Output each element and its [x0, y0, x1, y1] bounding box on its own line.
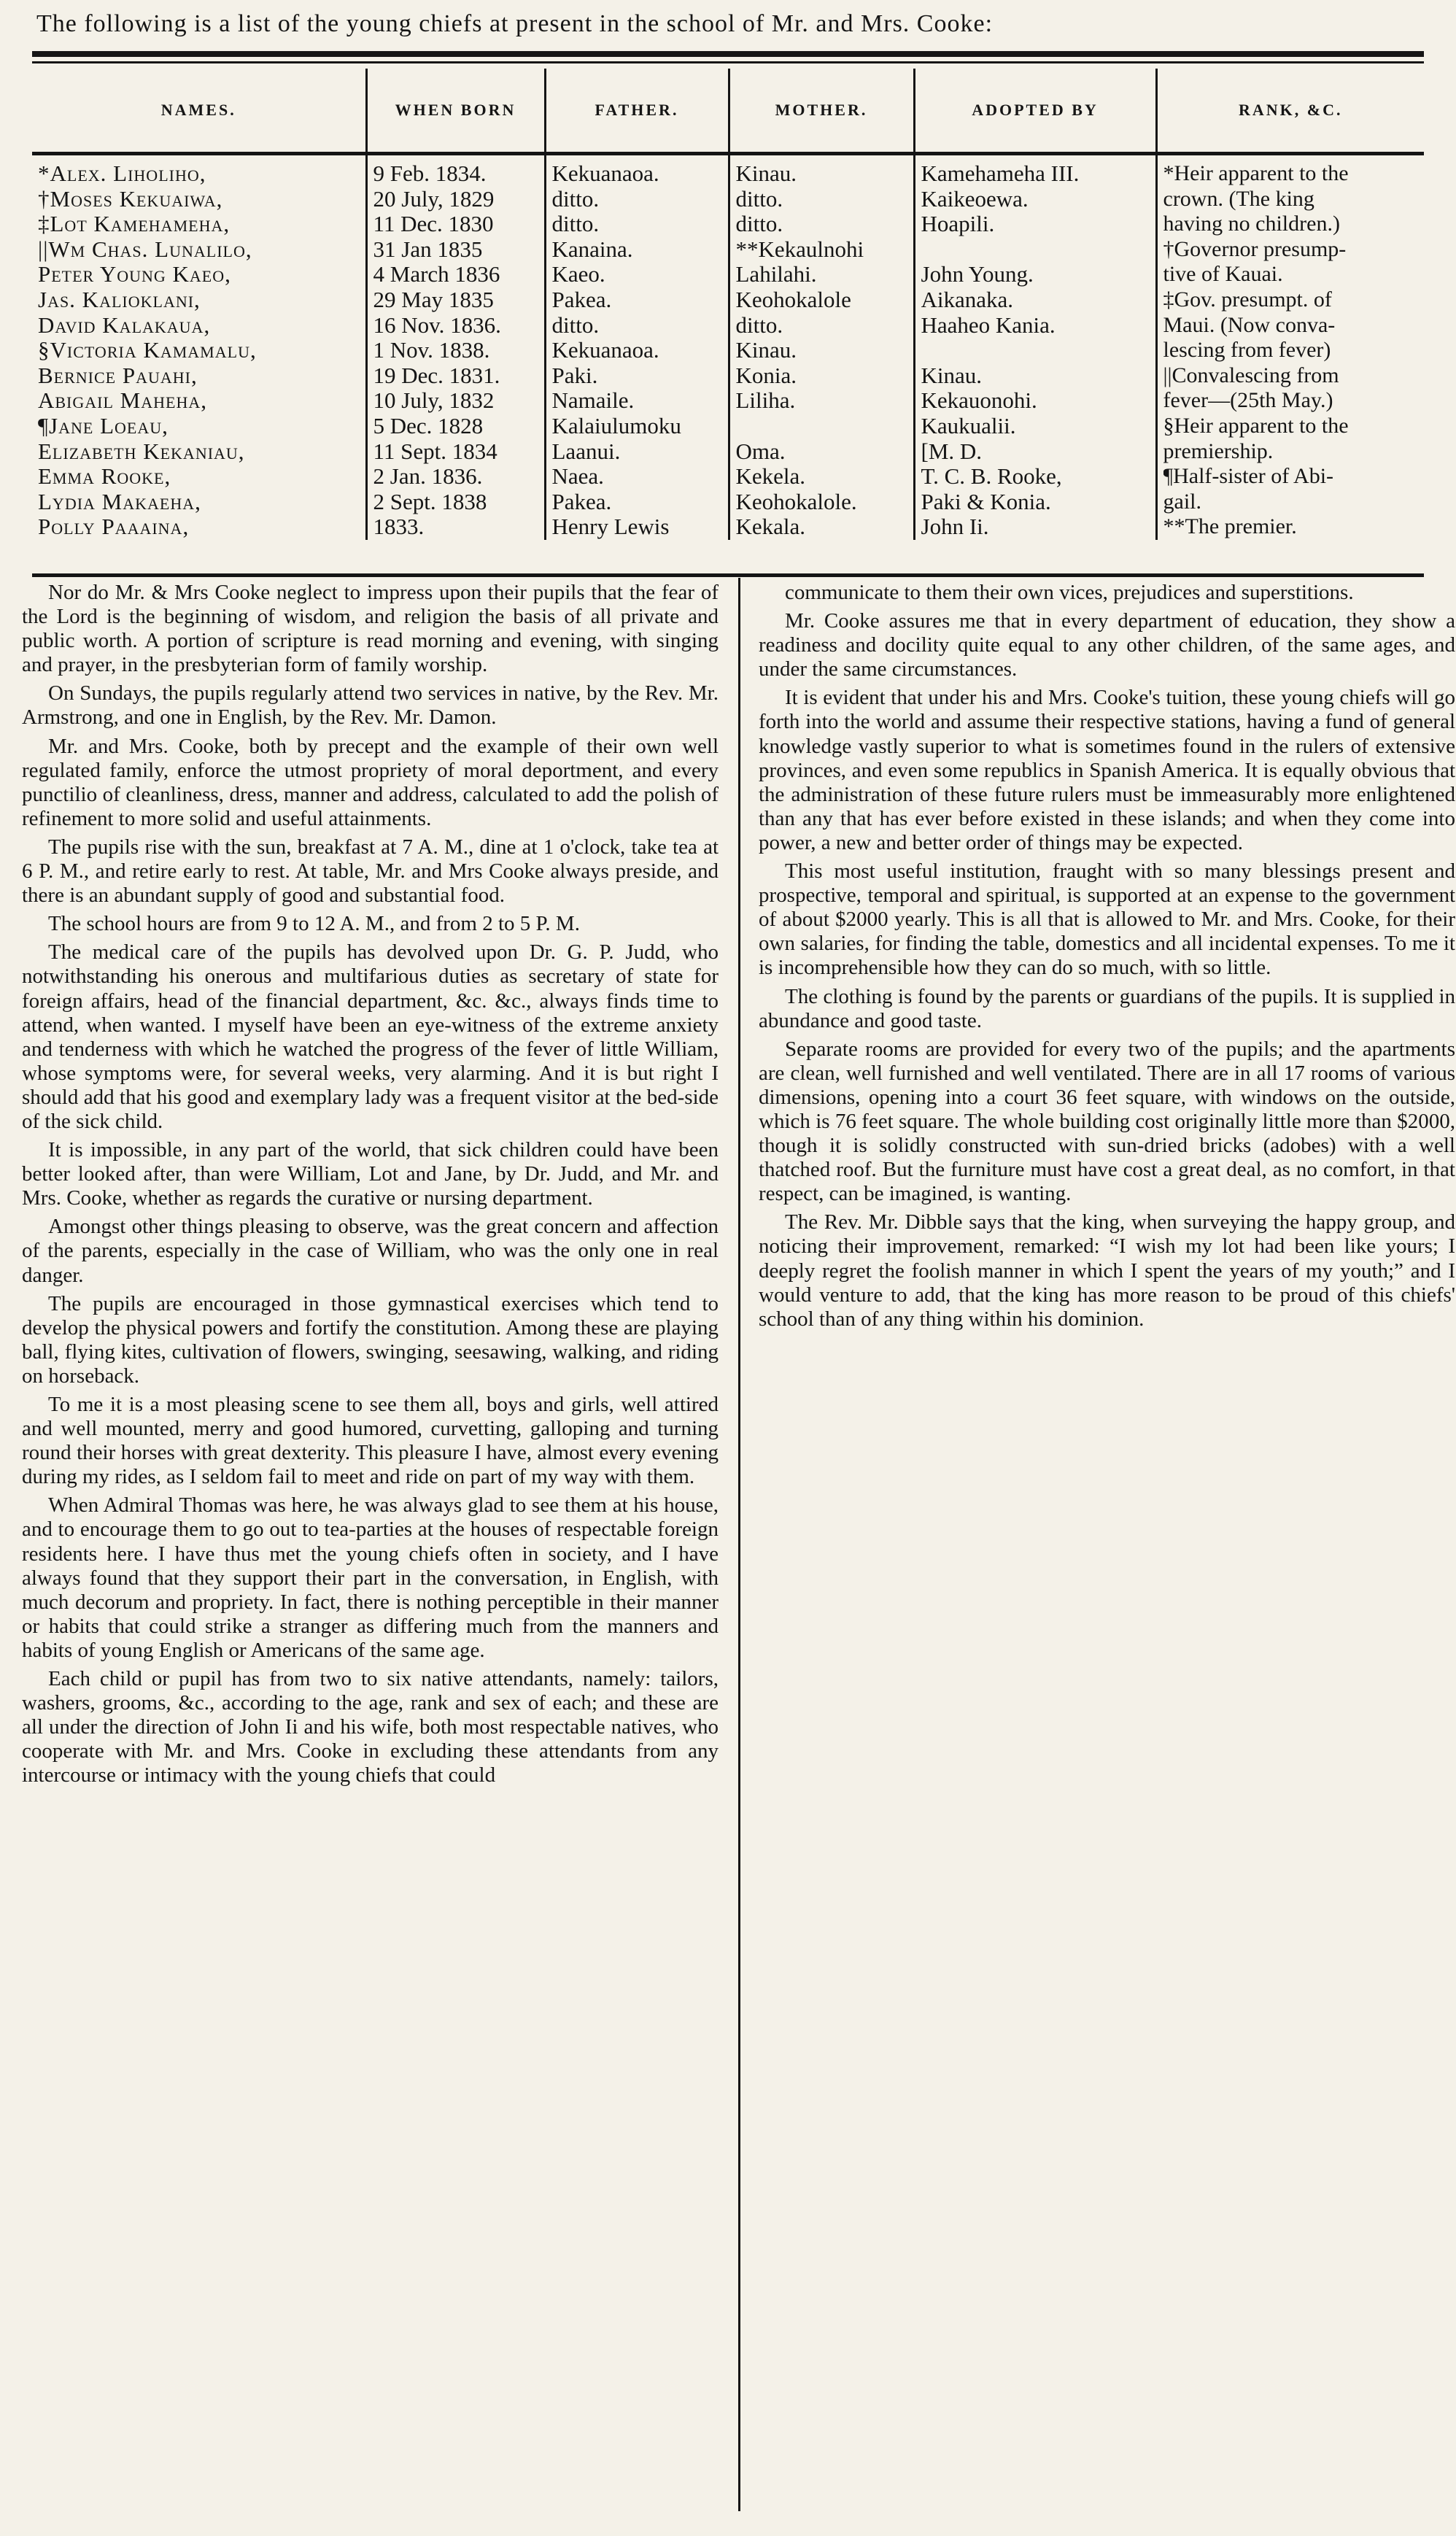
father-cell: Kekuanaoa.: [551, 338, 659, 363]
father-cell: ditto.: [551, 212, 600, 237]
father-cell: ditto.: [551, 312, 600, 338]
father-cell: Henry Lewis: [551, 514, 670, 540]
adopted-cell: Haaheo Kania.: [921, 312, 1056, 338]
article-paragraph: Amongst other things pleasing to observe, was the great concern and affection of the parents, especially in the case of William, who was the only one in real danger.: [22, 1215, 719, 1287]
adopted-cell: T. C. B. Rooke,: [921, 464, 1062, 490]
mother-cell: Kekala.: [735, 514, 806, 540]
name-cell: Abigail Maheha,: [38, 388, 207, 414]
header-names: NAMES.: [32, 69, 366, 154]
header-mother: MOTHER.: [729, 69, 914, 154]
article-paragraph: The clothing is found by the parents or guardians of the pupils. It is supplied in abundance and good taste.: [759, 984, 1455, 1032]
article-paragraph: When Admiral Thomas was here, he was always glad to see them at his house, and to encourage them to go out to tea-parties at the houses of respectable foreign residents here. I have thus met the young chiefs often in society, and I have always found that they support their part in the conversation, in English, with much decorum and propriety. In fact, there is nothing perceptible in their manner or habits that could strike a stranger as differing much from the manners and habits of young English or Americans of the same age.: [22, 1493, 719, 1662]
header-when-born: WHEN BORN: [366, 69, 545, 154]
adopted-cell: Aikanaka.: [921, 287, 1014, 312]
born-column: [366, 154, 545, 540]
article-paragraph: Mr. Cooke assures me that in every department of education, they show a readiness and docility quite equal to any other children, of the same ages, and under the same circumstances.: [759, 609, 1455, 681]
adopted-cell: Paki & Konia.: [921, 489, 1051, 514]
article-paragraph: This most useful institution, fraught with so many blessings present and prospective, temporal and spiritual, is supported at an expense to the government of about $2000 yearly. This is all that is allowed to Mr. and Mrs. Cooke, for their own salaries, for finding the table, domestics and all incidental expenses. To me it is incomprehensible how they can do so much, with so little.: [759, 859, 1455, 980]
name-cell: *Alex. Liholiho,: [38, 161, 206, 186]
rank-note-line: *Heir apparent to the: [1163, 161, 1349, 185]
name-cell: ||Wm Chas. Lunalilo,: [38, 236, 252, 262]
chiefs-table-header-row: [32, 69, 1424, 154]
father-cell: ditto.: [551, 186, 600, 212]
mother-cell: Oma.: [735, 438, 786, 464]
mother-cell: Kinau.: [735, 161, 797, 186]
mother-cell: Konia.: [735, 363, 797, 388]
rank-note-line: Maui. (Now conva-: [1163, 312, 1336, 337]
mother-cell: ditto.: [735, 186, 783, 212]
rank-note-line: crown. (The king: [1163, 186, 1314, 211]
adopted-cell: John Young.: [921, 262, 1034, 287]
table-bottom-rule: [32, 573, 1424, 577]
rank-note-line: **The premier.: [1163, 514, 1297, 539]
article-paragraph: The Rev. Mr. Dibble says that the king, when surveying the happy group, and noticing their improvement, remarked: “I wish my lot had been like yours; I deeply regret the foolish manner in which I spent the years of my youth;” and I would venture to add, that the king has more reason to be proud of this chiefs' school than of any thing within his dominion.: [759, 1210, 1455, 1331]
adopted-cell: Kaikeoewa.: [921, 186, 1029, 212]
article-paragraph: The school hours are from 9 to 12 A. M., and from 2 to 5 P. M.: [48, 912, 580, 936]
father-cell: Kekuanaoa.: [551, 161, 659, 186]
born-cell: 31 Jan 1835: [373, 236, 483, 262]
name-cell: †Moses Kekuaiwa,: [38, 186, 223, 212]
father-cell: Paki.: [551, 363, 598, 388]
adopted-cell: [921, 338, 1153, 363]
born-cell: 9 Feb. 1834.: [373, 161, 487, 186]
headline-rule-thin: [32, 61, 1424, 63]
mother-cell: ditto.: [735, 212, 783, 237]
article-paragraph: The pupils rise with the sun, breakfast at 7 A. M., dine at 1 o'clock, take tea at 6 P. M., and retire early to rest. At table, Mr. and Mrs Cooke always preside, and there is an abundant supply of good and substantial food.: [22, 835, 719, 908]
born-cell: 10 July, 1832: [373, 388, 495, 414]
adopted-cell: Kinau.: [921, 363, 983, 388]
born-cell: 1833.: [373, 514, 425, 540]
mother-cell: Lahilahi.: [735, 262, 817, 287]
rank-note-line: fever—(25th May.): [1163, 388, 1333, 413]
names-column: [32, 154, 366, 540]
name-cell: Elizabeth Kekaniau,: [38, 438, 245, 464]
article-paragraph: communicate to them their own vices, prejudices and superstitions.: [785, 581, 1354, 604]
rank-note-line: lescing from fever): [1163, 338, 1331, 363]
name-cell: Emma Rooke,: [38, 464, 171, 490]
article-paragraph: It is impossible, in any part of the world, that sick children could have been better looked after, than were William, Lot and Jane, by Dr. Judd, and Mr. and Mrs. Cooke, whether as regards the curative or nursing department.: [22, 1138, 719, 1210]
rank-note-line: tive of Kauai.: [1163, 262, 1283, 287]
rank-note-line: †Governor presump-: [1163, 236, 1347, 261]
mother-cell: Liliha.: [735, 388, 796, 414]
rank-note-line: premiership.: [1163, 438, 1274, 463]
article-paragraph: Each child or pupil has from two to six native attendants, namely: tailors, washers, grooms, &c., according to the age, rank and sex of each; and these are all under the direction of John Ii and his wife, both most respectable natives, who cooperate with Mr. and Mrs. Cooke in excluding these attendants from any intercourse or intimacy with the young chiefs that could: [22, 1667, 719, 1787]
born-cell: 2 Jan. 1836.: [373, 464, 483, 490]
article-column-left: [22, 581, 719, 1793]
article-paragraph: The pupils are encouraged in those gymnastical exercises which tend to develop the physical powers and fortify the constitution. Among these are playing ball, flying kites, cultivation of flowers, swinging, seesawing, walking, and riding on horseback.: [22, 1291, 719, 1388]
name-cell: Polly Paaaina,: [38, 514, 190, 540]
chiefs-table: [32, 69, 1424, 540]
article-paragraph: It is evident that under his and Mrs. Cooke's tuition, these young chiefs will go forth into the world and assume their respective stations, having a fund of general knowledge vastly superior to what is sometimes found in the rulers of extensive provinces, and even some republics in Spanish America. It is equally obvious that the administration of these future rulers must be immeasurably more enlightened than any that has ever before existed in these islands; and when they come into power, a new and better order of things may be expected.: [759, 686, 1455, 854]
article-paragraph: Mr. and Mrs. Cooke, both by precept and the example of their own well regulated family, enforce the utmost propriety of moral deportment, and every punctilio of cleanliness, dress, manner and address, calculated to add the polish of refinement to more solid and useful attainments.: [22, 734, 719, 830]
page-headline: The following is a list of the young chiefs at present in the school of Mr. and Mrs. Cooke:: [36, 10, 994, 37]
father-cell: Laanui.: [551, 438, 621, 464]
father-cell: Kanaina.: [551, 236, 633, 262]
mother-cell: Keohokalole.: [735, 489, 857, 514]
rank-column: [1156, 154, 1424, 540]
name-cell: Peter Young Kaeo,: [38, 262, 231, 287]
adopted-cell: Kekauonohi.: [921, 388, 1037, 414]
born-cell: 11 Sept. 1834: [373, 438, 497, 464]
name-cell: Lydia Makaeha,: [38, 489, 201, 514]
mother-cell: ditto.: [735, 312, 783, 338]
mother-cell: Kinau.: [735, 338, 797, 363]
born-cell: 11 Dec. 1830: [373, 212, 494, 237]
born-cell: 5 Dec. 1828: [373, 413, 484, 438]
father-cell: Pakea.: [551, 287, 612, 312]
adopted-cell: [M. D.: [921, 438, 983, 464]
article-paragraph: The medical care of the pupils has devolved upon Dr. G. P. Judd, who notwithstanding his onerous and multifarious duties as secretary of state for foreign affairs, head of the financial department, &c. &c., always finds time to attend, when wanted. I myself have been an eye-witness of the extreme anxiety and tenderness with which he watched the progress of the fever of little William, whose symptoms were, for several weeks, very alarming. And it is but right I should add that his good and exemplary lady was a frequent visitor at the bed-side of the sick child.: [22, 940, 719, 1133]
father-cell: Kalaiulumoku: [551, 413, 681, 438]
born-cell: 1 Nov. 1838.: [373, 338, 490, 363]
rank-note-line: ||Convalescing from: [1163, 363, 1339, 387]
chiefs-table-body-row: [32, 154, 1424, 540]
mother-cell: Keohokalole: [735, 287, 851, 312]
article-paragraph: On Sundays, the pupils regularly attend two services in native, by the Rev. Mr. Armstrong, and one in English, by the Rev. Mr. Damon.: [22, 681, 719, 730]
adopted-cell: [921, 237, 1153, 263]
rank-note-line: ‡Gov. presumpt. of: [1163, 287, 1332, 312]
rank-note-line: ¶Half-sister of Abi-: [1163, 464, 1334, 489]
father-cell: Pakea.: [551, 489, 612, 514]
header-rank: RANK, &C.: [1156, 69, 1424, 154]
headline-rule-thick: [32, 51, 1424, 57]
name-cell: ‡Lot Kamehameha,: [38, 212, 231, 237]
born-cell: 19 Dec. 1831.: [373, 363, 500, 388]
born-cell: 2 Sept. 1838: [373, 489, 487, 514]
father-cell: Naea.: [551, 464, 604, 490]
adopted-cell: John Ii.: [921, 514, 989, 540]
born-cell: 20 July, 1829: [373, 186, 495, 212]
mother-cell: **Kekaulnohi: [735, 236, 864, 262]
article-paragraph: Separate rooms are provided for every two of the pupils; and the apartments are clean, well furnished and well ventilated. There are in all 17 rooms of various dimensions, opening into a court 36 feet square, with windows on the outside, which is 76 feet square. The whole building cost originally little more than $2000, though it is solidly constructed with sun-dried bricks (adobes) with a well thatched roof. But the furniture must have cost a great deal, as no comfort, in that respect, can be imagined, is wanting.: [759, 1037, 1455, 1206]
mother-cell: [736, 414, 910, 439]
born-cell: 4 March 1836: [373, 262, 500, 287]
adopted-cell: Hoapili.: [921, 212, 995, 237]
father-column: [545, 154, 729, 540]
name-cell: §Victoria Kamamalu,: [38, 338, 257, 363]
name-cell: Bernice Pauahi,: [38, 363, 198, 388]
header-adopted-by: ADOPTED BY: [914, 69, 1156, 154]
mother-cell: Kekela.: [735, 464, 806, 490]
born-cell: 29 May 1835: [373, 287, 494, 312]
rank-note-line: §Heir apparent to the: [1163, 413, 1349, 438]
name-cell: ¶Jane Loeau,: [38, 413, 169, 438]
father-cell: Namaile.: [551, 388, 635, 414]
name-cell: David Kalakaua,: [38, 312, 211, 338]
adopted-column: [914, 154, 1156, 540]
adopted-cell: Kaukualii.: [921, 413, 1016, 438]
adopted-cell: Kamehameha III.: [921, 161, 1080, 186]
rank-note-line: gail.: [1163, 489, 1201, 514]
name-cell: Jas. Kalioklani,: [38, 287, 201, 312]
rank-note-line: having no children.): [1163, 212, 1340, 236]
article-paragraph: Nor do Mr. & Mrs Cooke neglect to impress upon their pupils that the fear of the Lord is the beginning of wisdom, and religion the basis of all private and public worth. A portion of scripture is read morning and evening, with singing and prayer, in the presbyterian form of family worship.: [22, 581, 719, 677]
header-father: FATHER.: [545, 69, 729, 154]
article-paragraph: To me it is a most pleasing scene to see them all, boys and girls, well attired and well mounted, merry and good humored, curvetting, galloping and turning round their horses with great dexterity. This pleasure I have, almost every evening during my rides, as I seldom fail to meet and ride on part of my way with them.: [22, 1393, 719, 1489]
article-column-right: [759, 581, 1455, 1336]
column-divider: [738, 578, 740, 2511]
father-cell: Kaeo.: [551, 262, 605, 287]
born-cell: 16 Nov. 1836.: [373, 312, 501, 338]
mother-column: [729, 154, 914, 540]
